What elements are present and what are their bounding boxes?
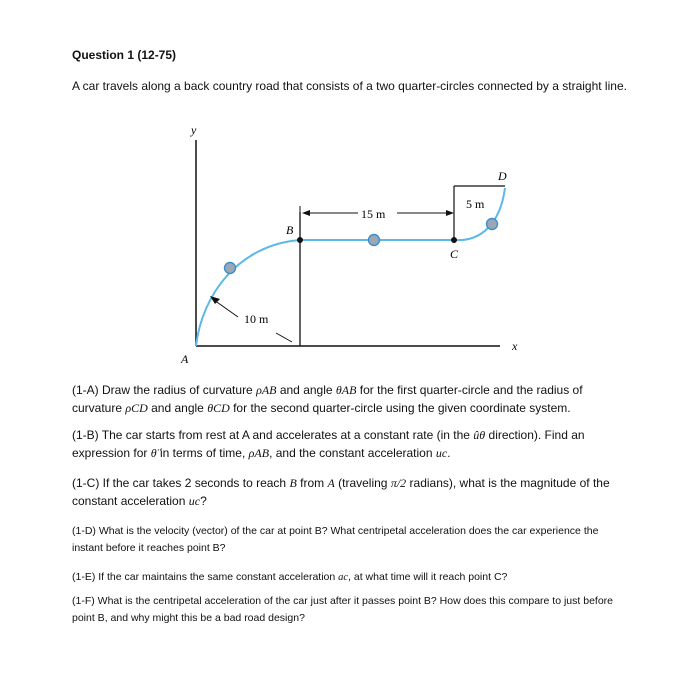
question-title: Question 1 (12-75) (72, 48, 177, 62)
point-c-dot (451, 237, 457, 243)
dim-10-label: 10 m (244, 312, 269, 326)
dim-15-arrow-left (302, 210, 310, 216)
theta-ab: θAB (335, 383, 357, 397)
theta-cd: θCD (207, 401, 230, 415)
part-1d: (1-D) What is the velocity (vector) of the car at point B? What centripetal acceleration does the car experience the instant before it reaches point B? (72, 525, 599, 554)
a-c: ac (338, 572, 349, 583)
u-c: uc (188, 494, 201, 508)
car-2 (369, 235, 380, 246)
road-curve-cd (454, 188, 505, 240)
car-3 (487, 219, 498, 230)
question-intro: A car travels along a back country road that consists of a two quarter-circles connected by a straight line. (72, 79, 627, 93)
u-c: uc (435, 446, 448, 460)
y-axis-label: y (191, 123, 197, 137)
point-c-label: C (450, 247, 459, 261)
part-1e: (1-E) If the car maintains the same constant acceleration ac, at what time will it reach point C? (72, 571, 508, 583)
x-axis-label: x (512, 339, 518, 353)
part-1c: (1-C) If the car takes 2 seconds to reach B from A (traveling π/2 radians), what is the magnitude of the constant acceleration uc? (72, 476, 610, 508)
point-b-label: B (286, 223, 294, 237)
part-1f: (1-F) What is the centripetal acceleration of the car just after it passes point B? How does this compare to just before point B, and why might this be a bad road design? (72, 595, 614, 624)
part-1b: (1-B) The car starts from rest at A and accelerates at a constant rate (in the ûθ direction). Find an expression for θ̈ in terms of time, ρAB, and the constant acceleration uc. (72, 428, 585, 460)
car-1 (225, 263, 236, 274)
point-a: A (327, 476, 335, 490)
dim-15-arrow-right (446, 210, 454, 216)
dim-10-line-b (276, 333, 292, 342)
point-a-label: A (181, 352, 189, 366)
dim-10-line-a (214, 300, 238, 317)
dim-15-label: 15 m (361, 207, 386, 221)
rho-ab: ρAB (256, 383, 277, 397)
part-1a: (1-A) Draw the radius of curvature ρAB and angle θAB for the first quarter-circle and the radius of curvature ρCD and angle θCD for the second quarter-circle using the given coordinate system. (72, 383, 583, 415)
rho-ab: ρAB (248, 446, 270, 460)
pi-over-two: π/2 (390, 476, 407, 490)
u-theta: ûθ (473, 428, 486, 442)
dim-5-label: 5 m (466, 197, 485, 211)
rho-cd: ρCD (125, 401, 148, 415)
point-b-dot (297, 237, 303, 243)
point-b: B (289, 476, 297, 490)
theta-ddot: θ̈ (150, 446, 157, 460)
point-d-label: D (498, 169, 507, 183)
road-curve-ab (196, 240, 300, 346)
